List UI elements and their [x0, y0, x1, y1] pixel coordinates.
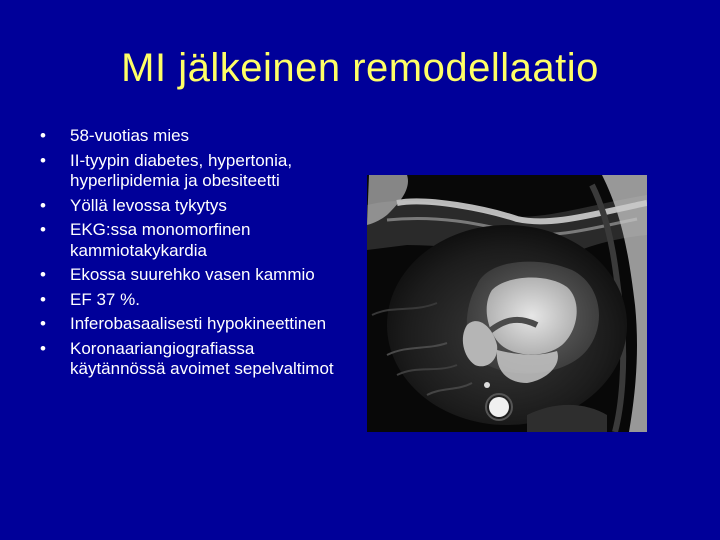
cardiac-mri-image [367, 175, 647, 432]
bullet-item [40, 339, 340, 380]
bullet-item [40, 314, 340, 335]
bullet-item [40, 151, 340, 192]
bullet-icon: • [40, 150, 46, 170]
bullet-list [40, 126, 340, 384]
cardiac-mri-illustration [367, 175, 647, 432]
bullet-text: Inferobasaalisesti hypokineettinen [70, 314, 327, 333]
bullet-icon: • [40, 289, 46, 309]
bullet-item [40, 196, 340, 217]
bullet-text: II-tyypin diabetes, hypertonia, hyperlipidemia ja obesiteetti [70, 150, 293, 190]
bullet-item [40, 126, 340, 147]
bullet-icon: • [40, 126, 46, 145]
bullet-icon: • [40, 338, 46, 358]
bullet-icon: • [40, 220, 46, 239]
bullet-item [40, 220, 340, 261]
bullet-item [40, 290, 340, 311]
bullet-icon: • [40, 265, 46, 284]
slide-title: MI jälkeinen remodellaatio [121, 46, 599, 90]
bullet-text: Yöllä levossa tykytys [70, 195, 227, 215]
bullet-text: Koronaariangiografiassa käytännössä avoimet sepelvaltimot [70, 338, 334, 378]
bullet-item [40, 265, 340, 286]
bullet-icon: • [40, 195, 46, 215]
bullet-text: EKG:ssa monomorfinen kammiotakykardia [70, 220, 251, 260]
bullet-text: 58-vuotias mies [70, 126, 190, 145]
bullet-text: EF 37 %. [70, 289, 140, 309]
bullet-text: Ekossa suurehko vasen kammio [70, 265, 315, 284]
bullet-icon: • [40, 314, 46, 333]
